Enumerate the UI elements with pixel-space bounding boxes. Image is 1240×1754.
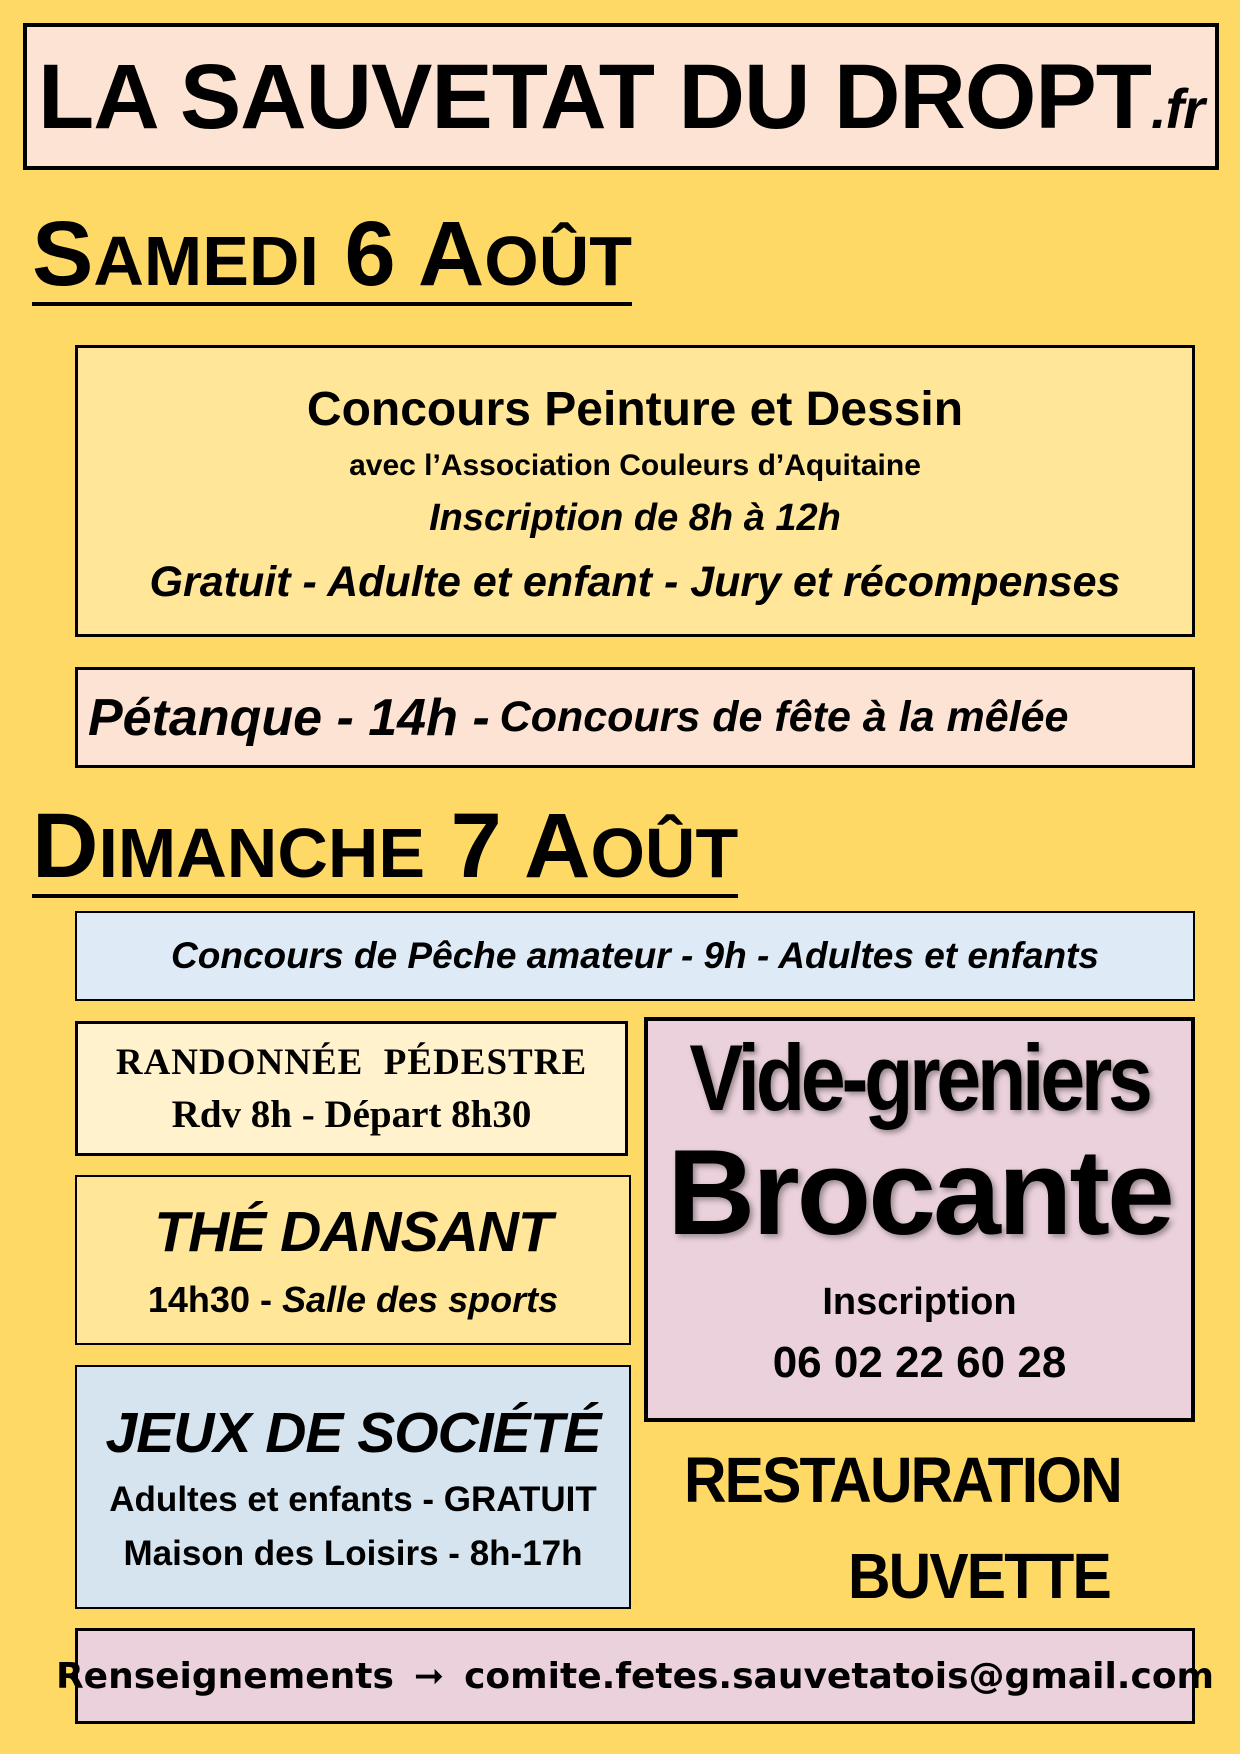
site-header xyxy=(23,23,1219,170)
painting-contest-box xyxy=(75,345,1195,637)
tea-dance-title: THÉ DANSANT xyxy=(154,1200,552,1264)
flea-market-registration-label: Inscription xyxy=(822,1281,1017,1323)
arrow-right-icon: ➞ xyxy=(413,1655,445,1697)
contact-box xyxy=(55,1628,1215,1724)
sunday-rest: IMANCHE xyxy=(98,814,426,892)
board-games-box xyxy=(75,1365,631,1609)
petanque-detail: Concours de fête à la mêlée xyxy=(499,693,1069,741)
sunday-date: 7 xyxy=(450,795,502,897)
flea-market-box xyxy=(644,1017,1195,1422)
painting-contest-association: avec l’Association Couleurs d’Aquitaine xyxy=(349,448,921,482)
saturday-initial: S xyxy=(32,203,94,305)
sunday-month-rest: OÛT xyxy=(590,814,739,892)
site-name: LA SAUVETAT DU DROPT xyxy=(38,45,1151,148)
catering-label: RESTAURATION xyxy=(684,1444,1121,1516)
board-games-location: Maison des Loisirs - 8h-17h xyxy=(123,1534,583,1573)
site-title xyxy=(38,45,1204,148)
painting-contest-title: Concours Peinture et Dessin xyxy=(306,382,964,436)
contact-email[interactable]: comite.fetes.sauvetatois@gmail.com xyxy=(464,1655,1215,1697)
saturday-month-rest: OÛT xyxy=(484,222,633,300)
tea-dance-place: Salle des sports xyxy=(281,1279,559,1320)
tea-dance-box xyxy=(75,1175,631,1345)
saturday-date: 6 xyxy=(344,203,396,305)
fishing-contest-box xyxy=(75,911,1195,1001)
petanque-label: Pétanque - 14h - xyxy=(88,688,490,747)
hike-times: Rdv 8h - Départ 8h30 xyxy=(171,1092,532,1136)
sunday-initial: D xyxy=(32,795,99,897)
board-games-audience: Adultes et enfants - GRATUIT xyxy=(109,1480,597,1519)
hike-box xyxy=(75,1021,628,1156)
flea-market-phone: 06 02 22 60 28 xyxy=(772,1338,1067,1387)
painting-contest-registration: Inscription de 8h à 12h xyxy=(429,496,841,539)
saturday-month-initial: A xyxy=(417,203,485,305)
tea-dance-info xyxy=(148,1279,558,1321)
contact-label: Renseignements xyxy=(55,1655,394,1697)
bar-label: BUVETTE xyxy=(848,1540,1110,1612)
sunday-month-initial: A xyxy=(524,795,591,897)
sunday-heading xyxy=(32,795,739,898)
tea-dance-time: 14h30 - xyxy=(147,1279,282,1320)
fishing-contest-text: Concours de Pêche amateur - 9h - Adultes et enfants xyxy=(171,935,1099,976)
saturday-heading xyxy=(32,203,633,306)
painting-contest-info: Gratuit - Adulte et enfant - Jury et récompenses xyxy=(149,557,1121,606)
flea-market-subtitle: Brocante xyxy=(667,1124,1172,1260)
saturday-rest: AMEDI xyxy=(93,222,319,300)
hike-title: RANDONNÉE PÉDESTRE xyxy=(115,1041,588,1083)
board-games-title: JEUX DE SOCIÉTÉ xyxy=(105,1401,601,1465)
petanque-box xyxy=(75,667,1195,768)
site-tld: .fr xyxy=(1150,76,1204,140)
flea-market-title: Vide-greniers xyxy=(689,1025,1150,1130)
